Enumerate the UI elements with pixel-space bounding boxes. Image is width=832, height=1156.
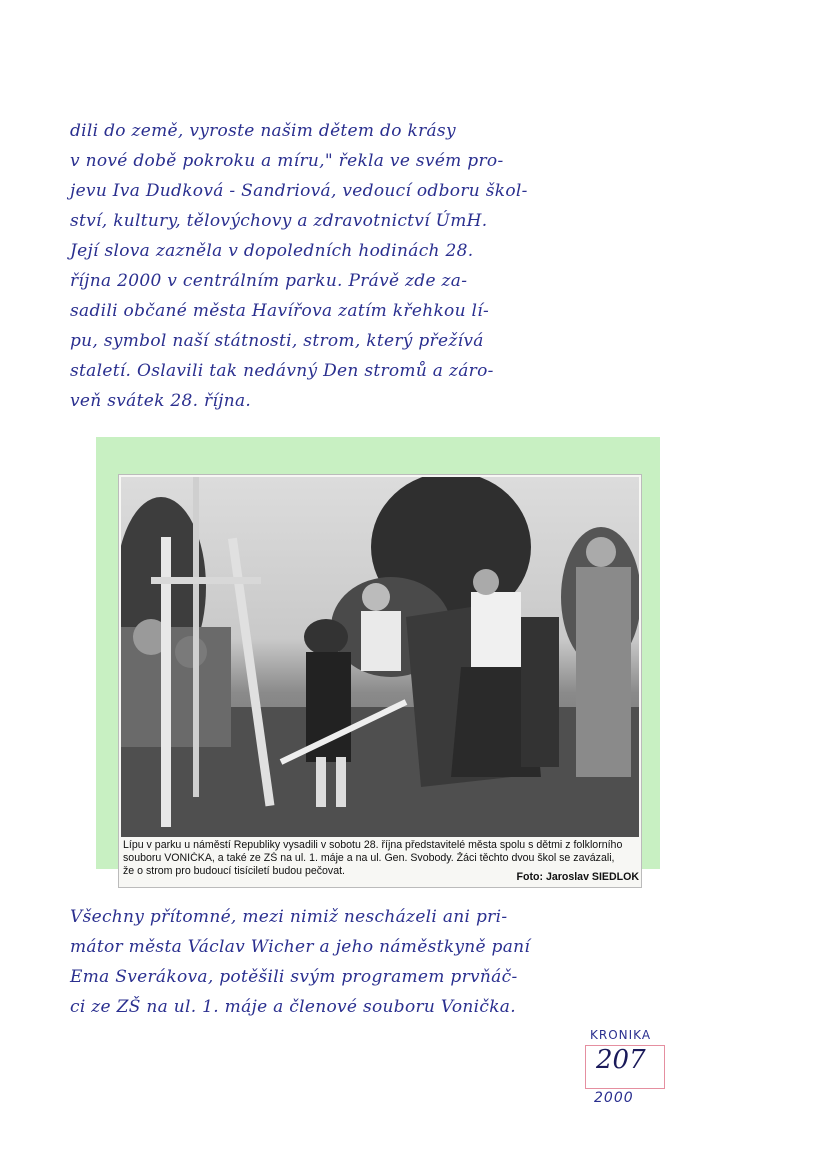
handwritten-line: sadili občané města Havířova zatím křehkou lí- (70, 301, 490, 321)
caption-line: že o strom pro budoucí tisíciletí budou pečovat. (123, 865, 346, 877)
handwritten-line: v nové době pokroku a míru," řekla ve svém pro- (70, 151, 504, 171)
photo-illustration (121, 477, 639, 837)
handwritten-line: pu, symbol naší státnosti, strom, který přežívá (70, 331, 484, 351)
handwritten-line: mátor města Václav Wicher a jeho náměstkyně paní (70, 937, 531, 957)
handwritten-paragraph-top (70, 116, 528, 416)
chronicle-label: KRONIKA (590, 1028, 652, 1042)
handwritten-line: Ema Sverákova, potěšili svým programem prvňáč- (70, 967, 518, 987)
photo-credit: Foto: Jaroslav SIEDLOK (516, 871, 639, 883)
handwritten-line: veň svátek 28. října. (70, 391, 252, 411)
newspaper-clipping (118, 474, 642, 888)
handwritten-line: dili do země, vyroste našim dětem do krásy (70, 121, 456, 141)
clipping-photo (121, 477, 639, 837)
handwritten-line: října 2000 v centrálním parku. Právě zde za- (70, 271, 468, 291)
caption-line: souboru VONIČKA, a také ze ZŠ na ul. 1. máje a na ul. Gen. Svobody. Žáci těchto dvou škol se zavázali, (123, 852, 615, 864)
handwritten-paragraph-bottom (70, 902, 530, 1022)
caption-line: Lípu v parku u náměstí Republiky vysadili v sobotu 28. října představitelé města spolu s dětmi z folklorního (123, 839, 623, 851)
handwritten-line: jevu Iva Dudková - Sandriová, vedoucí odboru škol- (70, 181, 528, 201)
page-number: 207 (596, 1045, 646, 1075)
handwritten-line: ci ze ZŠ na ul. 1. máje a členové souboru Vonička. (70, 997, 516, 1017)
handwritten-line: Její slova zazněla v dopoledních hodinách 28. (70, 241, 474, 261)
chronicle-year: 2000 (594, 1090, 634, 1106)
handwritten-line: ství, kultury, tělovýchovy a zdravotnictví ÚmH. (70, 211, 488, 231)
handwritten-line: staletí. Oslavili tak nedávný Den stromů a záro- (70, 361, 494, 381)
handwritten-line: Všechny přítomné, mezi nimiž nescházeli ani pri- (70, 907, 508, 927)
